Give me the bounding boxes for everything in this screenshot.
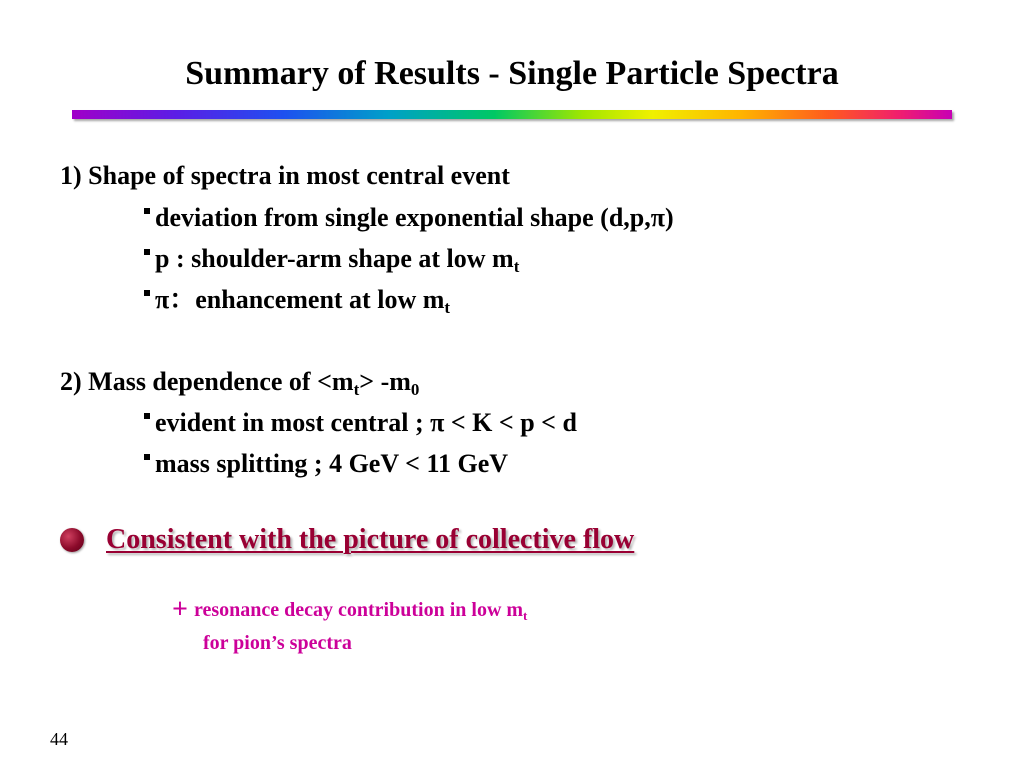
subscript-t: t	[444, 298, 451, 317]
plus-icon: +	[172, 594, 188, 625]
heading-text: 2) Mass dependence of <m	[60, 367, 354, 396]
square-bullet-icon	[144, 208, 150, 214]
note-line-1	[172, 594, 528, 625]
page-number: 44	[50, 729, 68, 749]
rainbow-divider-bar	[72, 110, 952, 119]
heading-text: > -m	[359, 367, 411, 396]
section2-bullet-evident	[144, 407, 577, 439]
bullet-text: mass splitting ; 4 GeV < 11 GeV	[155, 449, 509, 478]
subscript-t: t	[353, 380, 360, 399]
square-bullet-icon	[144, 290, 150, 296]
subscript-t: t	[523, 608, 528, 623]
section1-bullet-pion	[144, 284, 450, 316]
section1-bullet-deviation	[144, 202, 674, 234]
note-line-2: for pion’s spectra	[203, 632, 352, 654]
section2-heading	[60, 366, 419, 398]
subscript-t: t	[513, 257, 520, 276]
section1-bullet-proton	[144, 243, 519, 275]
bullet-text: p : shoulder-arm shape at low m	[155, 244, 514, 273]
subscript-0: 0	[410, 380, 420, 399]
square-bullet-icon	[144, 249, 150, 255]
square-bullet-icon	[144, 454, 150, 460]
section1-heading: 1) Shape of spectra in most central event	[60, 161, 510, 190]
bullet-text: π：enhancement at low m	[155, 285, 445, 314]
square-bullet-icon	[144, 413, 150, 419]
bullet-text: evident in most central ; π < K < p < d	[155, 408, 577, 437]
round-bullet-icon	[60, 528, 84, 552]
conclusion-text: Consistent with the picture of collective flow	[106, 524, 635, 555]
section2-bullet-mass-splitting	[144, 448, 508, 480]
note-text: resonance decay contribution in low m	[193, 599, 524, 621]
slide-title: Summary of Results - Single Particle Spectra	[185, 55, 839, 92]
bullet-text: deviation from single exponential shape (d,p,π)	[155, 203, 674, 232]
